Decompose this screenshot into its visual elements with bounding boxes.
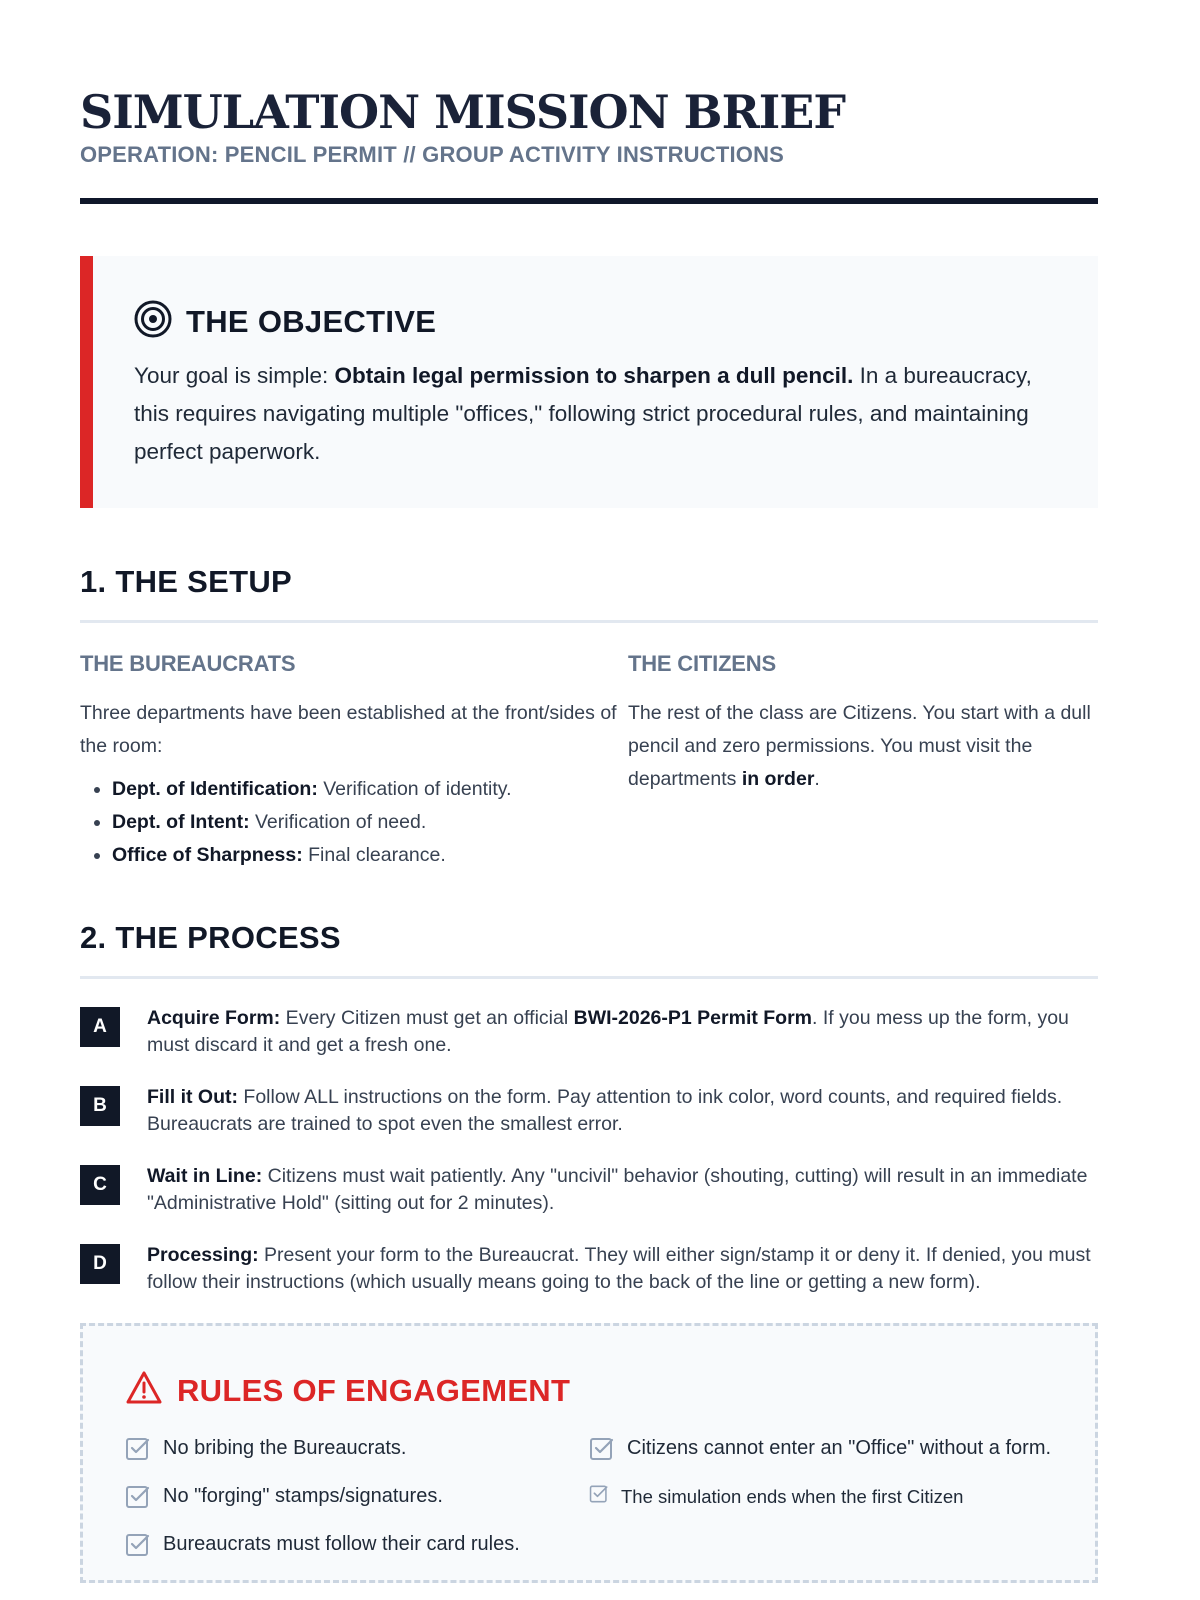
list-item-label: Dept. of Intent: [112,811,250,833]
list-item-label: Office of Sharpness: [112,844,303,866]
bureaucrats-column [80,651,628,872]
objective-text-start: Your goal is simple: [134,363,335,388]
setup-heading: 1. THE SETUP [80,564,293,599]
setup-section [80,564,1098,872]
objective-accent-bar [80,256,93,508]
process-steps [80,1005,1098,1295]
rules-callout [80,1323,1098,1583]
step-letter-badge: B [80,1086,120,1126]
rule-text: The simulation ends when the first Citizen [621,1486,964,1507]
step-text-start: Citizens must wait patiently. Any "uncivil" behavior (shouting, cutting) will result in an immediate "Administrative Hold" (sitting out for 2 minutes). [147,1165,1088,1214]
list-item-text: Verification of need. [249,811,427,833]
objective-callout [80,256,1098,508]
process-step [80,1163,1098,1216]
setup-columns [80,651,1098,872]
step-text-bold: BWI-2026-P1 Permit Form [573,1007,813,1029]
list-item [112,773,628,806]
list-item [112,839,628,872]
rule-text: No "forging" stamps/signatures. [163,1485,443,1507]
process-section [80,920,1098,1295]
citizens-text-bold: in order [741,768,815,790]
bureaucrats-intro: Three departments have been established at the front/sides of the room: [80,702,617,757]
step-text-start: Present your form to the Bureaucrat. They will either sign/stamp it or deny it. If denied, you must follow their instructions (which usually means going to the back of the line or getting a new form). [147,1244,1091,1293]
rules-heading: RULES OF ENGAGEMENT [177,1372,571,1408]
step-letter-badge: C [80,1165,120,1205]
setup-divider [80,620,1098,623]
page-title: SIMULATION MISSION BRIEF [80,85,846,139]
process-step [80,1084,1098,1137]
rule-item [125,1435,589,1470]
list-item-text: Final clearance. [302,844,446,866]
step-text [147,1163,1098,1216]
step-label: Acquire Form: [147,1007,281,1029]
objective-text [134,357,1048,471]
checkbox-icon [589,1484,609,1511]
list-item-text: Verification of identity. [317,778,512,800]
checkbox-icon [125,1532,151,1566]
step-text-end: . If you mess up the form, you must discard it and get a fresh one. [147,1007,1069,1056]
bureaucrats-heading: THE BUREAUCRATS [80,651,296,676]
list-item-label: Dept. of Identification: [112,778,318,800]
objective-heading: THE OBJECTIVE [186,303,437,339]
step-label: Wait in Line: [147,1165,263,1187]
process-step [80,1005,1098,1058]
rules-header [125,1370,1053,1411]
step-letter-badge: D [80,1244,120,1284]
rule-text: Citizens cannot enter an "Office" without a form. [627,1437,1052,1459]
objective-header [134,300,1048,343]
list-item [112,806,628,839]
rules-columns [125,1435,1053,1579]
step-letter-badge: A [80,1007,120,1047]
departments-list [80,773,628,872]
step-text [147,1084,1098,1137]
step-label: Fill it Out: [147,1086,238,1108]
objective-text-end: In a bureaucracy, this requires navigating multiple "offices," following strict procedural rules, and maintaining perfect paperwork. [134,363,1032,464]
rule-item [125,1531,589,1566]
step-label: Processing: [147,1244,259,1266]
step-text-start: Every Citizen must get an official [280,1007,574,1029]
header-divider [80,198,1098,204]
rule-item [589,1435,1053,1470]
rule-item [125,1483,589,1518]
citizens-text [628,697,1118,796]
rule-text: No bribing the Bureaucrats. [163,1437,407,1459]
step-text-start: Follow ALL instructions on the form. Pay attention to ink color, word counts, and required fields. Bureaucrats are trained to spot even the smallest error. [147,1086,1063,1135]
process-heading: 2. THE PROCESS [80,920,341,955]
step-text [147,1242,1098,1295]
process-step [80,1242,1098,1295]
warning-icon [125,1370,163,1411]
checkbox-icon [125,1436,151,1470]
rules-column-right [589,1435,1053,1579]
page-subtitle: OPERATION: PENCIL PERMIT // GROUP ACTIVITY INSTRUCTIONS [80,142,785,167]
rules-column-left [125,1435,589,1579]
citizens-text-end: . [814,768,820,790]
step-text [147,1005,1098,1058]
rule-item [589,1483,1053,1511]
rule-text: Bureaucrats must follow their card rules. [163,1533,520,1555]
process-divider [80,976,1098,979]
checkbox-icon [125,1484,151,1518]
citizens-text-start: The rest of the class are Citizens. You start with a dull pencil and zero permissions. You must visit the departments [628,702,1091,790]
citizens-column [628,651,1118,872]
checkbox-icon [589,1436,615,1470]
target-icon [134,300,172,343]
citizens-heading: THE CITIZENS [628,651,776,676]
objective-text-bold: Obtain legal permission to sharpen a dull pencil. [334,363,854,388]
